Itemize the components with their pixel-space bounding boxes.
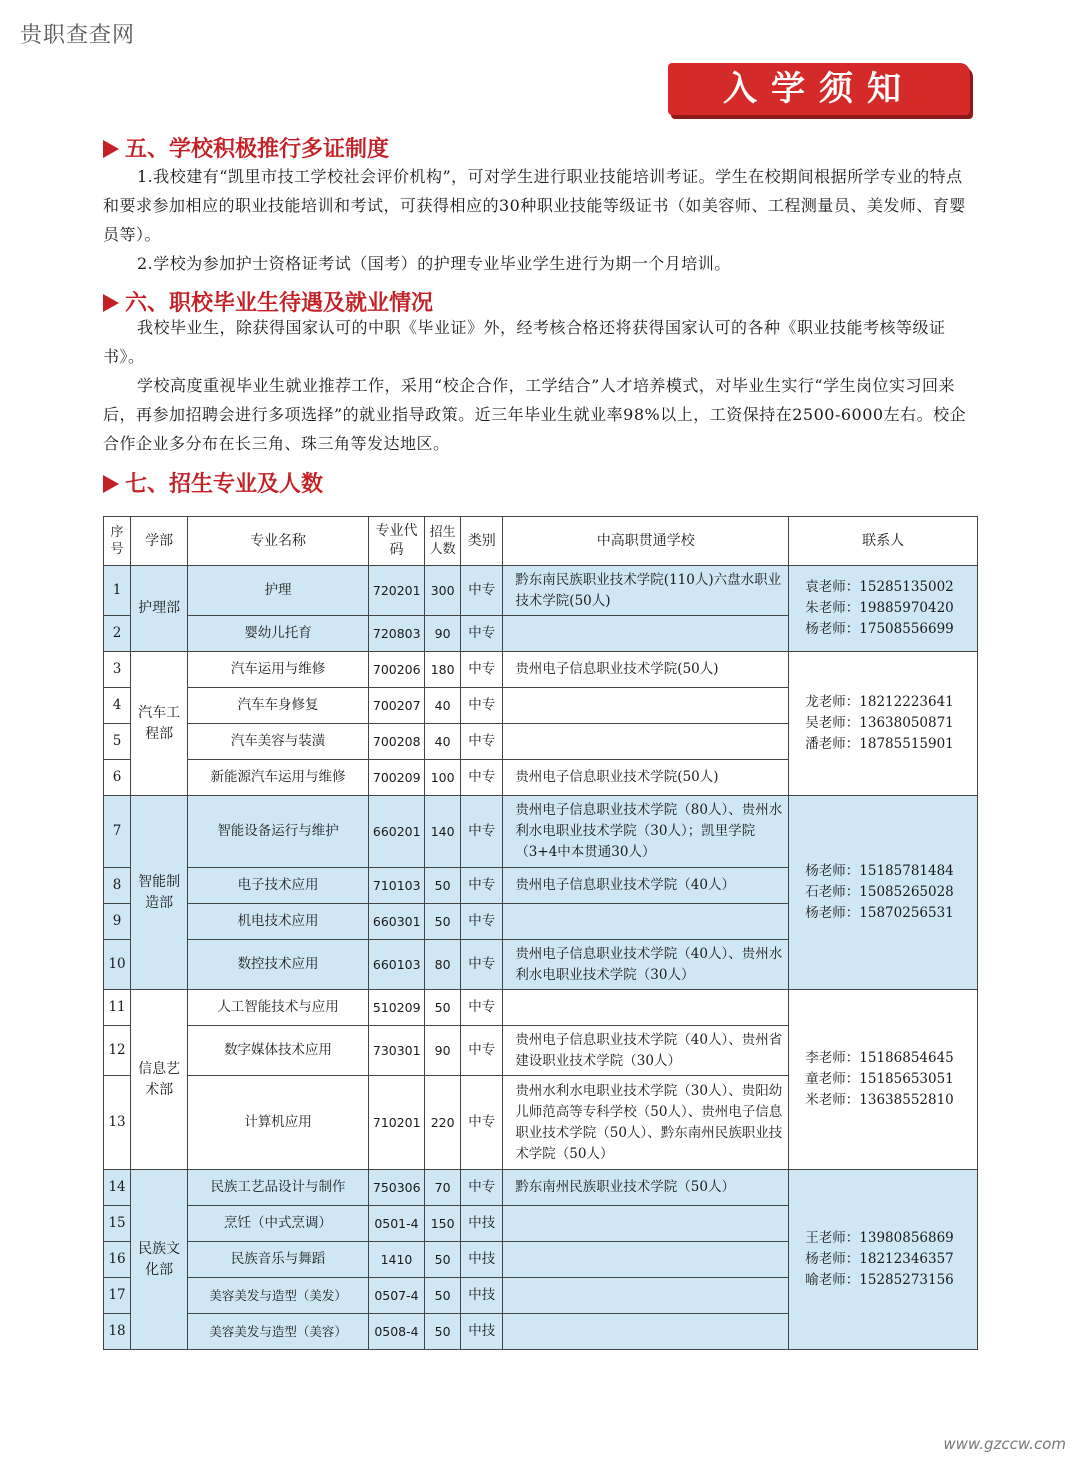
cell-seq: 10: [104, 940, 131, 990]
cell-contact: [789, 566, 978, 652]
cell-code: 710201: [368, 1076, 424, 1170]
cell-major: 人工智能技术与应用: [188, 990, 369, 1026]
cell-major: 智能设备运行与维护: [188, 796, 369, 868]
section-title-6-text: 六、职校毕业生待遇及就业情况: [125, 291, 434, 316]
cell-code: 700207: [368, 688, 424, 724]
cell-code: 0507-4: [368, 1278, 424, 1314]
cell-college: 贵州水利水电职业技术学院（30人）、贵阳幼儿师范高等专科学校（50人）、贵州电子信息职业技术学院（50人）、黔东南州民族职业技术学院（50人）: [503, 1076, 789, 1170]
contact-line: 喻老师：15285273156: [805, 1272, 954, 1288]
cell-seq: 1: [104, 566, 131, 616]
cell-code: 720803: [368, 616, 424, 652]
cell-college: [503, 1206, 789, 1242]
cell-type: 中专: [461, 796, 503, 868]
cell-code: 700209: [368, 760, 424, 796]
cell-dept: 护理部: [131, 566, 188, 652]
cell-enroll: 220: [425, 1076, 461, 1170]
cell-type: 中技: [461, 1314, 503, 1350]
cell-college: 贵州电子信息职业技术学院（40人）、贵州省建设职业技术学院（30人）: [503, 1026, 789, 1076]
cell-enroll: 50: [425, 1314, 461, 1350]
cell-major: 机电技术应用: [188, 904, 369, 940]
paragraph: 我校毕业生，除获得国家认可的中职《毕业证》外，经考核合格还将获得国家认可的各种《职业技能考核等级证书》。: [103, 318, 946, 366]
cell-enroll: 50: [425, 904, 461, 940]
cell-enroll: 140: [425, 796, 461, 868]
cell-college: 贵州电子信息职业技术学院（40人）: [503, 868, 789, 904]
site-watermark: 贵职查查网: [20, 23, 136, 48]
cell-seq: 5: [104, 724, 131, 760]
header-college: 中高职贯通学校: [503, 517, 789, 566]
paragraph: 学校高度重视毕业生就业推荐工作，采用“校企合作，工学结合”人才培养模式，对毕业生实行“学生岗位实习回来后，再参加招聘会进行多项选择”的就业指导政策。近三年毕业生就业率98%以上，工资保持在2500-6000左右。校企合作企业多分布在长三角、珠三角等发达地区。: [103, 376, 967, 453]
cell-college: 贵州电子信息职业技术学院（40人）、贵州水利水电职业技术学院（30人）: [503, 940, 789, 990]
cell-code: 700206: [368, 652, 424, 688]
cell-enroll: 70: [425, 1170, 461, 1206]
arrow-icon: [103, 475, 119, 493]
cell-seq: 2: [104, 616, 131, 652]
cell-type: 中专: [461, 760, 503, 796]
contact-line: 潘老师：18785515901: [805, 736, 954, 752]
cell-seq: 16: [104, 1242, 131, 1278]
cell-type: 中专: [461, 616, 503, 652]
cell-type: 中专: [461, 868, 503, 904]
cell-type: 中专: [461, 566, 503, 616]
cell-enroll: 90: [425, 1026, 461, 1076]
cell-code: 510209: [368, 990, 424, 1026]
cell-college: [503, 616, 789, 652]
site-url-watermark: www.gzccw.com: [943, 1435, 1066, 1453]
cell-seq: 18: [104, 1314, 131, 1350]
page-banner: [668, 63, 970, 115]
table-row: [104, 796, 978, 868]
cell-enroll: 100: [425, 760, 461, 796]
section-6-body: [103, 313, 978, 458]
cell-major: 数控技术应用: [188, 940, 369, 990]
header-contact: 联系人: [789, 517, 978, 566]
cell-enroll: 50: [425, 990, 461, 1026]
cell-enroll: 50: [425, 1242, 461, 1278]
contact-line: 米老师：13638552810: [805, 1092, 954, 1108]
cell-code: 660201: [368, 796, 424, 868]
cell-dept: 民族文化部: [131, 1170, 188, 1350]
cell-major: 汽车车身修复: [188, 688, 369, 724]
cell-enroll: 80: [425, 940, 461, 990]
cell-type: 中专: [461, 1170, 503, 1206]
cell-enroll: 180: [425, 652, 461, 688]
contact-line: 石老师：15085265028: [805, 884, 954, 900]
cell-college: [503, 1242, 789, 1278]
cell-college: 黔东南民族职业技术学院(110人)六盘水职业技术学院(50人): [503, 566, 789, 616]
cell-seq: 15: [104, 1206, 131, 1242]
contact-line: 杨老师：18212346357: [805, 1251, 954, 1267]
cell-seq: 9: [104, 904, 131, 940]
cell-contact: [789, 796, 978, 990]
header-seq: 序号: [104, 517, 131, 566]
cell-college: 贵州电子信息职业技术学院(50人): [503, 652, 789, 688]
cell-code: 700208: [368, 724, 424, 760]
header-code: 专业代码: [368, 517, 424, 566]
cell-type: 中专: [461, 652, 503, 688]
cell-enroll: 90: [425, 616, 461, 652]
table-row: [104, 566, 978, 616]
cell-type: 中技: [461, 1278, 503, 1314]
arrow-icon: [103, 294, 119, 312]
cell-seq: 14: [104, 1170, 131, 1206]
header-major: 专业名称: [188, 517, 369, 566]
cell-college: [503, 990, 789, 1026]
cell-type: 中专: [461, 940, 503, 990]
paragraph: 2.学校为参加护士资格证考试（国考）的护理专业毕业学生进行为期一个月培训。: [137, 254, 731, 273]
cell-code: 660103: [368, 940, 424, 990]
cell-seq: 3: [104, 652, 131, 688]
cell-type: 中专: [461, 724, 503, 760]
cell-major: 婴幼儿托育: [188, 616, 369, 652]
cell-seq: 13: [104, 1076, 131, 1170]
cell-contact: [789, 1170, 978, 1350]
cell-type: 中专: [461, 904, 503, 940]
contact-line: 朱老师：19885970420: [805, 600, 954, 616]
paragraph: 1.我校建有“凯里市技工学校社会评价机构”，可对学生进行职业技能培训考证。学生在校期间根据所学专业的特点和要求参加相应的职业技能培训和考试，可获得相应的30种职业技能等级证书（如美容师、工程测量员、美发师、育婴员等）。: [103, 167, 966, 244]
cell-enroll: 40: [425, 724, 461, 760]
cell-code: 0501-4: [368, 1206, 424, 1242]
contact-line: 吴老师：13638050871: [805, 715, 954, 731]
cell-major: 民族音乐与舞蹈: [188, 1242, 369, 1278]
cell-contact: [789, 990, 978, 1170]
cell-college: 黔东南州民族职业技术学院（50人）: [503, 1170, 789, 1206]
cell-major: 数字媒体技术应用: [188, 1026, 369, 1076]
cell-major: 护理: [188, 566, 369, 616]
banner-title: 入学须知: [723, 69, 915, 109]
cell-seq: 6: [104, 760, 131, 796]
cell-enroll: 50: [425, 1278, 461, 1314]
cell-code: 710103: [368, 868, 424, 904]
contact-line: 童老师：15185653051: [805, 1071, 954, 1087]
section-5-body: [103, 162, 978, 278]
cell-seq: 4: [104, 688, 131, 724]
section-title-5-text: 五、学校积极推行多证制度: [125, 137, 390, 162]
section-title-7-text: 七、招生专业及人数: [125, 472, 324, 497]
cell-college: [503, 1314, 789, 1350]
cell-college: 贵州电子信息职业技术学院(50人): [503, 760, 789, 796]
cell-seq: 8: [104, 868, 131, 904]
cell-college: [503, 724, 789, 760]
contact-line: 王老师：13980856869: [805, 1230, 954, 1246]
cell-major: 新能源汽车运用与维修: [188, 760, 369, 796]
cell-type: 中技: [461, 1242, 503, 1278]
section-title-7: [103, 467, 323, 498]
cell-type: 中技: [461, 1206, 503, 1242]
cell-college: [503, 688, 789, 724]
contact-line: 袁老师：15285135002: [805, 579, 954, 595]
arrow-icon: [103, 140, 119, 158]
cell-code: 730301: [368, 1026, 424, 1076]
contact-line: 杨老师：17508556699: [805, 621, 954, 637]
table-header-row: [104, 517, 978, 566]
cell-major: 计算机应用: [188, 1076, 369, 1170]
cell-major: 烹饪（中式烹调）: [188, 1206, 369, 1242]
cell-dept: 汽车工程部: [131, 652, 188, 796]
cell-contact: [789, 652, 978, 796]
contact-line: 杨老师：15185781484: [805, 863, 954, 879]
cell-dept: 智能制造部: [131, 796, 188, 990]
table-row: [104, 1170, 978, 1206]
cell-code: 0508-4: [368, 1314, 424, 1350]
cell-code: 750306: [368, 1170, 424, 1206]
cell-code: 1410: [368, 1242, 424, 1278]
cell-college: [503, 1278, 789, 1314]
cell-type: 中专: [461, 688, 503, 724]
cell-enroll: 150: [425, 1206, 461, 1242]
cell-major: 汽车美容与装潢: [188, 724, 369, 760]
cell-code: 720201: [368, 566, 424, 616]
cell-seq: 7: [104, 796, 131, 868]
cell-major: 美容美发与造型（美发）: [188, 1278, 369, 1314]
header-type: 类别: [461, 517, 503, 566]
cell-type: 中专: [461, 1076, 503, 1170]
contact-line: 李老师：15186854645: [805, 1050, 954, 1066]
cell-seq: 11: [104, 990, 131, 1026]
cell-major: 汽车运用与维修: [188, 652, 369, 688]
cell-enroll: 40: [425, 688, 461, 724]
cell-seq: 17: [104, 1278, 131, 1314]
cell-major: 美容美发与造型（美容）: [188, 1314, 369, 1350]
contact-line: 杨老师：15870256531: [805, 905, 954, 921]
cell-college: 贵州电子信息职业技术学院（80人）、贵州水利水电职业技术学院（30人）；凯里学院（3+4中本贯通30人）: [503, 796, 789, 868]
cell-major: 民族工艺品设计与制作: [188, 1170, 369, 1206]
section-title-5: [103, 132, 389, 163]
cell-seq: 12: [104, 1026, 131, 1076]
cell-major: 电子技术应用: [188, 868, 369, 904]
cell-college: [503, 904, 789, 940]
header-enroll: 招生人数: [425, 517, 461, 566]
cell-enroll: 300: [425, 566, 461, 616]
cell-type: 中专: [461, 1026, 503, 1076]
cell-type: 中专: [461, 990, 503, 1026]
table-row: [104, 652, 978, 688]
contact-line: 龙老师：18212223641: [805, 694, 954, 710]
enrollment-table: [103, 516, 978, 1350]
cell-dept: 信息艺术部: [131, 990, 188, 1170]
table-row: [104, 990, 978, 1026]
cell-code: 660301: [368, 904, 424, 940]
cell-enroll: 50: [425, 868, 461, 904]
header-dept: 学部: [131, 517, 188, 566]
